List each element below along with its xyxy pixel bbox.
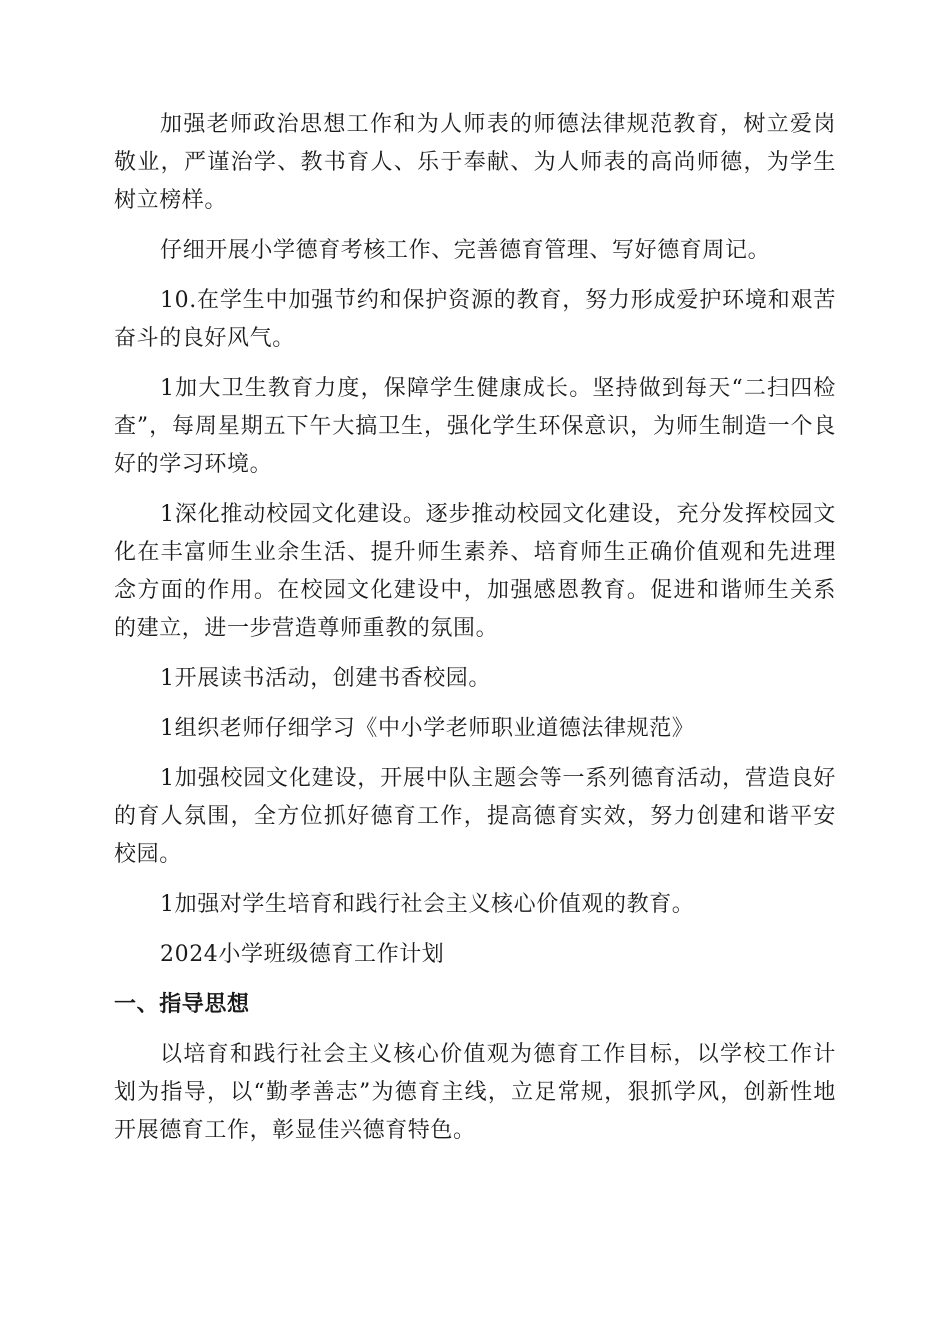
paragraph-core-values: 1加强对学生培育和践行社会主义核心价值观的教育。	[160, 892, 695, 917]
paragraph-campus-culture: 1深化推动校园文化建设。逐步推动校园文化建设，充分发挥校园文化在丰富师生业余生活、提升师生素养、培育师生正确价值观和先进理念方面的作用。在校园文化建设中，加强感恩教育。促进和谐师生关系的建立，进一步营造尊师重教的氛围。	[114, 502, 836, 641]
document-subtitle: 2024小学班级德育工作计划	[160, 942, 445, 967]
paragraph-moral-assessment: 仔细开展小学德育考核工作、完善德育管理、写好德育周记。	[160, 238, 771, 263]
paragraph-resource-saving: 10.在学生中加强节约和保护资源的教育，努力形成爱护环境和艰苦奋斗的良好风气。	[114, 288, 836, 351]
paragraph-teacher-ethics: 加强老师政治思想工作和为人师表的师德法律规范教育，树立爱岗敬业，严谨治学、教书育人、乐于奉献、为人师表的高尚师德，为学生树立榜样。	[114, 112, 836, 213]
paragraph-teacher-study: 1组织老师仔细学习《中小学老师职业道德法律规范》	[160, 716, 695, 741]
paragraph-moral-activities: 1加强校园文化建设，开展中队主题会等一系列德育活动，营造良好的育人氛围，全方位抓好德育工作，提高德育实效，努力创建和谐平安校园。	[114, 766, 836, 867]
paragraph-reading-activity: 1开展读书活动，创建书香校园。	[160, 666, 491, 691]
paragraph-hygiene-education: 1加大卫生教育力度，保障学生健康成长。坚持做到每天“二扫四检查”，每周星期五下午大搞卫生，强化学生环保意识，为师生制造一个良好的学习环境。	[114, 376, 836, 477]
section-heading: 一、指导思想	[114, 992, 250, 1017]
paragraph-guiding-thought: 以培育和践行社会主义核心价值观为德育工作目标，以学校工作计划为指导，以“勤孝善志”为德育主线，立足常规，狠抓学风，创新性地开展德育工作，彰显佳兴德育特色。	[114, 1042, 836, 1143]
document-page	[114, 106, 836, 1162]
